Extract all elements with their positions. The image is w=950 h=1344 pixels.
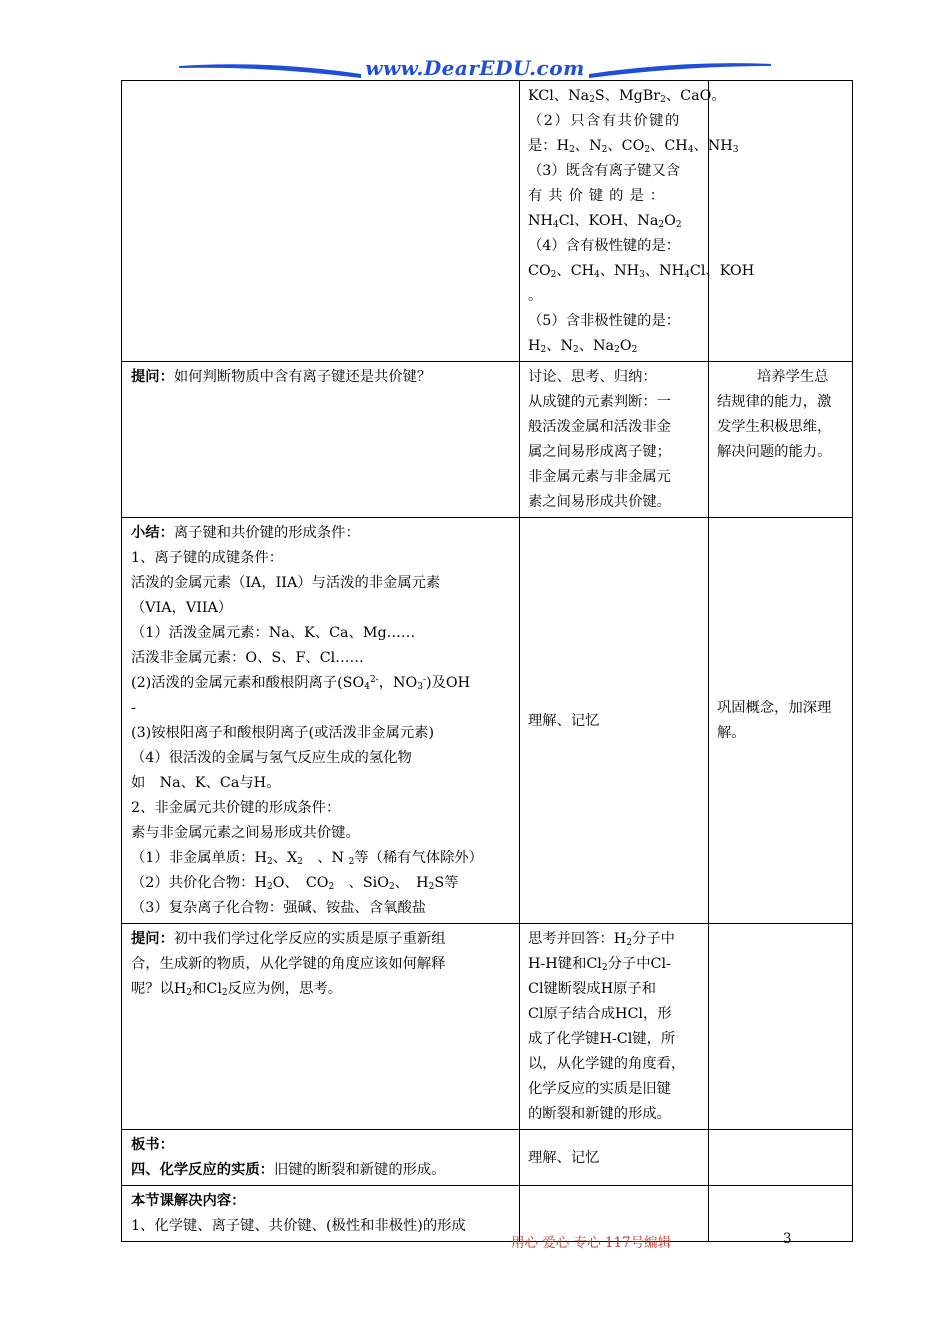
student-text: 成了化学键H-Cl键，所	[528, 1031, 676, 1047]
row4-content-cell	[122, 924, 520, 1130]
content-label: 本节课解决内容：	[131, 1193, 246, 1209]
student-text: 思考并回答：$H_2$分子中	[528, 931, 675, 948]
student-text: 般活泼金属和活泼非金	[528, 419, 671, 435]
student-text: 讨论、思考、归纳：	[528, 369, 657, 385]
summary-line: （1）活泼金属元素：Na、K、Ca、Mg……	[131, 625, 416, 641]
student-text: Cl键断裂成H原子和	[528, 981, 657, 997]
student-text: Cl原子结合成HCl，形	[528, 1006, 672, 1022]
footer-motto: 用心 爱心 专心 117号编辑	[511, 1235, 672, 1251]
student-text: 的断裂和新键的形成。	[528, 1106, 671, 1122]
row2-student-cell	[520, 362, 709, 518]
purpose-text: 发学生积极思维，	[717, 419, 832, 435]
purpose-text: 结规律的能力，激	[717, 394, 832, 410]
summary-line: 1、离子键的成键条件：	[131, 550, 284, 566]
board-text: 旧键的断裂和新键的形成。	[273, 1162, 446, 1178]
table-row	[122, 362, 853, 518]
row3-student-cell	[520, 518, 709, 924]
row2-purpose-cell	[709, 362, 853, 518]
lesson-table	[121, 80, 853, 1242]
student-text: 素之间易形成共价键。	[528, 494, 671, 510]
row5-content-cell	[122, 1130, 520, 1186]
purpose-text: 解。	[717, 725, 746, 741]
question-text: 呢？以$H_2$和$Cl_2$反应为例，思考。	[131, 981, 343, 998]
summary-line: 活泼的金属元素（IA，IIA）与活泼的非金属元素	[131, 575, 441, 591]
row5-student-cell	[520, 1130, 709, 1186]
summary-line: （VIA，VIIA）	[131, 600, 233, 616]
row1-content-cell	[122, 81, 520, 362]
site-logo-text: www.DearEDU.com	[365, 56, 585, 80]
board-title: 四、化学反应的实质：	[131, 1162, 274, 1178]
question-label: 提问：	[131, 369, 174, 385]
table-row	[122, 518, 853, 924]
question-text: 初中我们学过化学反应的实质是原子重新组	[173, 931, 446, 947]
row1-purpose-cell	[709, 81, 853, 362]
question-text: 如何判断物质中含有离子键还是共价键？	[173, 369, 432, 385]
summary-line: 素与非金属元素之间易形成共价键。	[131, 825, 360, 841]
question-text: 合，生成新的物质，从化学键的角度应该如何解释	[131, 956, 446, 972]
page-number: 3	[783, 1231, 792, 1247]
purpose-text: 巩固概念，加深理	[717, 700, 832, 716]
row4-student-cell	[520, 924, 709, 1130]
student-text: 理解、记忆	[528, 712, 600, 729]
table-row	[122, 924, 853, 1130]
content-text: 1、化学键、离子键、共价键、(极性和非极性)的形成	[131, 1218, 466, 1234]
summary-line: 活泼非金属元素：O、S、F、Cl……	[131, 650, 364, 666]
summary-line: (3)铵根阳离子和酸根阴离子(或活泼非金属元素)	[131, 725, 435, 741]
student-text: 理解、记忆	[528, 1149, 600, 1166]
summary-line: 2、非金属元共价键的形成条件：	[131, 800, 341, 816]
row1-student-cell: KCl、$Na_2S$、MgBr$_2$、CaO。 （2）只含有共价键的 是：$H_2$、$N_2$、$CO_2$、$CH_4$、$NH_3$ （3）既含有离子键又含 有共价键的是： $NH_4Cl$、KOH、$Na_2O_2$ （4）含有极性键的是： $CO_2$、$CH_4$、$NH_3$、$NH_4Cl$、KOH 。 （5）含非极性键的是： $H_2$、$N_2$、$Na_2O_2$	[520, 81, 709, 362]
table-row	[122, 1186, 853, 1242]
student-text: 非金属元素与非金属元	[528, 469, 671, 485]
question-label: 提问：	[131, 931, 174, 947]
summary-label: 小结：	[131, 525, 174, 541]
summary-line: (2)活泼的金属元素和酸根阴离子($SO_4^{2-}$，$NO_3^-$)及OH	[131, 675, 471, 692]
student-text: 以，从化学键的角度看，	[528, 1056, 686, 1072]
summary-line: （1）非金属单质：$H_2$、$X_2$ 、N $_2$等（稀有气体除外）	[131, 850, 483, 867]
row2-content-cell	[122, 362, 520, 518]
summary-line: （2）共价化合物：$H_2O$、 $CO_2$ 、SiO$_2$、 $H_2S$等	[131, 875, 459, 892]
summary-title: 离子键和共价键的形成条件：	[173, 525, 360, 541]
purpose-text: 培养学生总	[757, 369, 829, 385]
row5-purpose-cell	[709, 1130, 853, 1186]
row3-content-cell	[122, 518, 520, 924]
board-label: 板书：	[131, 1137, 174, 1153]
summary-line: 如 Na、K、Ca与H。	[131, 775, 281, 791]
summary-line: -	[131, 700, 136, 716]
student-text: H-H键和$Cl_2$分子中Cl-	[528, 956, 671, 973]
table-row	[122, 81, 853, 362]
table-row	[122, 1130, 853, 1186]
row6-purpose-cell	[709, 1186, 853, 1242]
student-text: 属之间易形成离子键；	[528, 444, 671, 460]
purpose-text: 解决问题的能力。	[717, 444, 832, 460]
student-text: 从成键的元素判断：一	[528, 394, 671, 410]
summary-line: （4）很活泼的金属与氢气反应生成的氢化物	[131, 750, 412, 766]
student-text: 化学反应的实质是旧键	[528, 1081, 671, 1097]
row4-purpose-cell	[709, 924, 853, 1130]
row3-purpose-cell	[709, 518, 853, 924]
row6-content-cell	[122, 1186, 520, 1242]
summary-line: （3）复杂离子化合物：强碱、铵盐、含氧酸盐	[131, 900, 427, 916]
